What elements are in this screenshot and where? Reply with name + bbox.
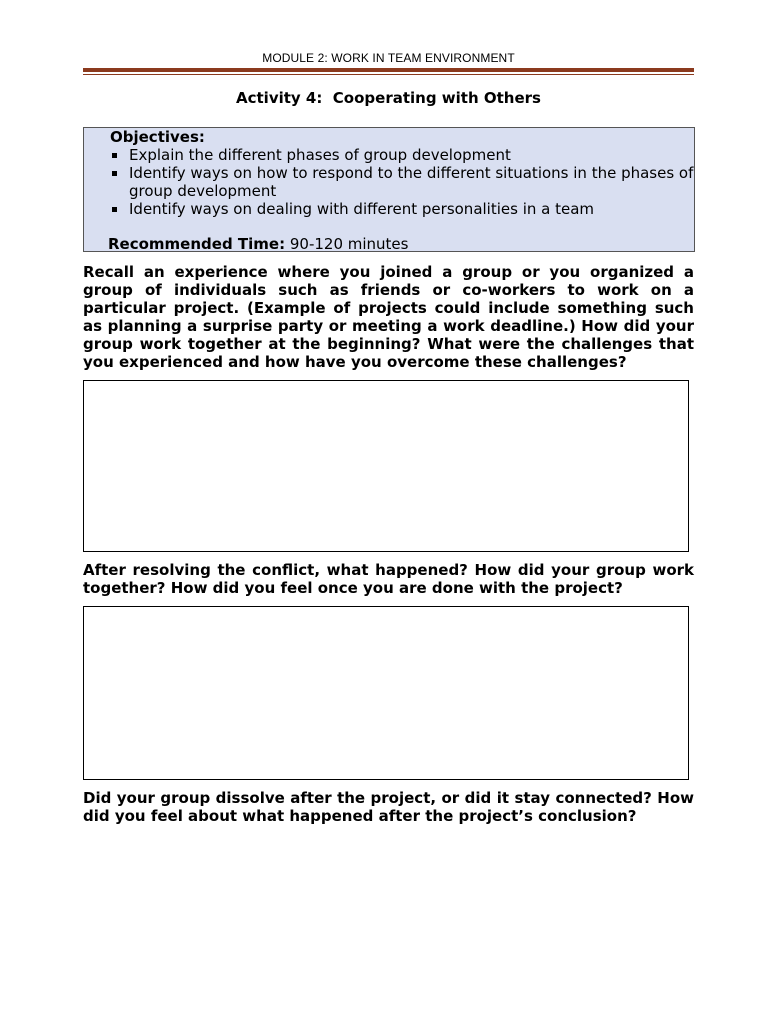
objectives-heading: Objectives: bbox=[110, 128, 205, 146]
square-bullet-icon bbox=[112, 153, 117, 158]
objective-item bbox=[84, 200, 698, 218]
question-3: Did your group dissolve after the project, or did it stay connected? How did you feel about what happened after the project’s conclusion? bbox=[83, 789, 694, 825]
objective-text: Explain the different phases of group development bbox=[129, 146, 511, 164]
module-header: MODULE 2: WORK IN TEAM ENVIRONMENT bbox=[262, 51, 515, 65]
header-rule-thin bbox=[83, 74, 694, 75]
question-2: After resolving the conflict, what happened? How did your group work together? How did you feel once you are done with the project? bbox=[83, 561, 694, 597]
recommended-time-value: 90-120 minutes bbox=[289, 235, 409, 253]
objectives-list bbox=[84, 146, 698, 218]
square-bullet-icon bbox=[112, 207, 117, 212]
answer-box-1[interactable] bbox=[83, 380, 689, 552]
objectives-box bbox=[83, 127, 695, 252]
recommended-time bbox=[108, 235, 408, 253]
activity-title: Activity 4: Cooperating with Others bbox=[236, 89, 541, 107]
recommended-time-label: Recommended Time: bbox=[108, 235, 286, 253]
objective-text: Identify ways on how to respond to the different situations in the phases of group development bbox=[129, 164, 694, 200]
objective-item bbox=[84, 146, 698, 164]
question-1: Recall an experience where you joined a group or you organized a group of individuals such as friends or co-workers to work on a particular project. (Example of projects could include something such as planning a surprise party or meeting a work deadline.) How did your group work together at the beginning? What were the challenges that you experienced and how have you overcome these challenges? bbox=[83, 263, 694, 371]
answer-box-2[interactable] bbox=[83, 606, 689, 780]
header-rule-thick bbox=[83, 68, 694, 72]
square-bullet-icon bbox=[112, 171, 117, 176]
objective-item bbox=[84, 164, 698, 200]
objective-text: Identify ways on dealing with different personalities in a team bbox=[129, 200, 595, 218]
